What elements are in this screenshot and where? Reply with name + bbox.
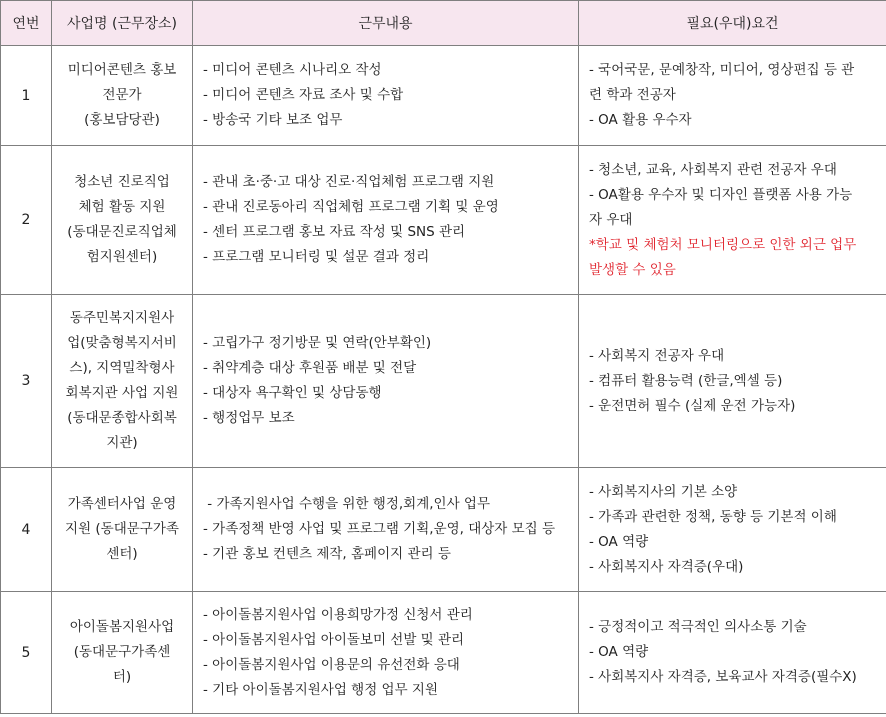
cell-duties <box>193 592 579 714</box>
table-row <box>1 468 886 592</box>
requirements-line: 자 우대 <box>589 211 633 228</box>
cell-no: 3 <box>1 295 52 468</box>
duties-line: - 행정업무 보조 <box>203 410 295 426</box>
cell-duties <box>193 146 579 295</box>
cell-project-name <box>52 46 193 146</box>
requirements-line: - 운전면허 필수 (실제 운전 가능자) <box>589 397 796 414</box>
cell-duties <box>193 46 579 146</box>
header-name: 사업명 (근무장소) <box>52 1 193 46</box>
table-row <box>1 146 886 295</box>
name-line: 회복지관 사업 지원 <box>65 385 179 401</box>
duties-line: - 고립가구 정기방문 및 연락(안부확인) <box>203 335 432 351</box>
name-line: 험지원센터) <box>86 249 158 265</box>
cell-no: 1 <box>1 46 52 146</box>
cell-duties <box>193 468 579 592</box>
table-row <box>1 295 886 468</box>
requirements-line: - 청소년, 교육, 사회복지 관련 전공자 우대 <box>589 161 837 178</box>
duties-line: - 미디어 콘텐츠 자료 조사 및 수합 <box>203 87 404 103</box>
requirements-line: - OA활용 우수자 및 디자인 플랫폼 사용 가능 <box>589 186 853 203</box>
duties-line: - 관내 초·중·고 대상 진로·직업체험 프로그램 지원 <box>203 174 495 190</box>
name-line: 전문가 <box>102 87 142 103</box>
cell-project-name <box>52 592 193 714</box>
duties-line: - 아이돌봄지원사업 아이돌보미 선발 및 관리 <box>203 631 465 648</box>
table-row <box>1 592 886 714</box>
name-line: 동주민복지지원사 <box>69 310 175 326</box>
cell-requirements <box>579 146 886 295</box>
requirements-line: - 가족과 관련한 정책, 동향 등 기본적 이해 <box>589 508 837 525</box>
duties-line: - 대상자 욕구확인 및 상담동행 <box>203 385 382 401</box>
requirements-line: - 사회복지사 자격증(우대) <box>589 558 744 575</box>
duties-line: - 센터 프로그램 홍보 자료 작성 및 SNS 관리 <box>203 224 466 240</box>
requirements-line: - 사회복지사 자격증, 보육교사 자격증(필수X) <box>589 669 857 685</box>
duties-line: - 미디어 콘텐츠 시나리오 작성 <box>203 62 382 78</box>
duties-line: - 기관 홍보 컨텐츠 제작, 홈페이지 관리 등 <box>203 546 451 562</box>
duties-line: - 가족정책 반영 사업 및 프로그램 기획,운영, 대상자 모집 등 <box>203 521 556 537</box>
duties-line: - 아이돌봄지원사업 이용문의 유선전화 응대 <box>203 656 460 673</box>
cell-no: 2 <box>1 146 52 295</box>
name-line: (동대문종합사회복 <box>67 410 177 426</box>
requirements-line: - 긍정적이고 적극적인 의사소통 기술 <box>589 619 807 635</box>
cell-requirements <box>579 295 886 468</box>
name-line: 아이돌봄지원사업 <box>69 619 175 635</box>
header-row <box>1 1 886 46</box>
duties-line: - 프로그램 모니터링 및 설문 결과 정리 <box>203 249 430 265</box>
cell-requirements <box>579 46 886 146</box>
cell-project-name <box>52 468 193 592</box>
requirements-line: 련 학과 전공자 <box>589 87 676 103</box>
requirements-line: - OA 역량 <box>589 644 649 660</box>
requirements-line: - OA 활용 우수자 <box>589 112 692 128</box>
header-no: 연번 <box>1 1 52 46</box>
header-duties: 근무내용 <box>193 1 579 46</box>
duties-line: - 기타 아이돌봄지원사업 행정 업무 지원 <box>203 681 438 698</box>
name-line: 터) <box>112 669 132 685</box>
name-line: 지원 (동대문구가족 <box>65 521 179 537</box>
cell-requirements <box>579 468 886 592</box>
requirements-line: - 사회복지사의 기본 소양 <box>589 483 738 500</box>
name-line: 지관) <box>106 435 138 451</box>
header-requirements: 필요(우대)요건 <box>579 1 886 46</box>
cell-requirements <box>579 592 886 714</box>
table-row <box>1 46 886 146</box>
duties-line: - 관내 진로동아리 직업체험 프로그램 기획 및 운영 <box>203 199 499 215</box>
name-line: 가족센터사업 운영 <box>67 496 177 512</box>
duties-line: - 가족지원사업 수행을 위한 행정,회계,인사 업무 <box>203 496 490 512</box>
cell-project-name <box>52 295 193 468</box>
name-line: 업(맞춤형복지서비 <box>67 335 177 351</box>
cell-no: 4 <box>1 468 52 592</box>
cell-project-name <box>52 146 193 295</box>
duties-line: - 취약계층 대상 후원품 배분 및 전달 <box>203 360 417 376</box>
requirements-line: - 사회복지 전공자 우대 <box>589 347 725 364</box>
table-body <box>1 46 886 714</box>
duties-line: - 아이돌봄지원사업 이용희망가정 신청서 관리 <box>203 606 473 623</box>
cell-duties <box>193 295 579 468</box>
cell-no: 5 <box>1 592 52 714</box>
name-line: 센터) <box>106 546 138 562</box>
requirements-line: - OA 역량 <box>589 533 649 550</box>
notice-line: *학교 및 체험처 모니터링으로 인한 외근 업무 <box>589 236 857 253</box>
notice-line: 발생할 수 있음 <box>589 261 676 278</box>
name-line: 체험 활동 지원 <box>78 199 166 215</box>
requirements-line: - 국어국문, 문예창작, 미디어, 영상편집 등 관 <box>589 62 855 78</box>
name-line: (동대문구가족센 <box>73 644 171 660</box>
name-line: (홍보담당관) <box>84 112 160 128</box>
name-line: (동대문진로직업체 <box>67 224 177 240</box>
name-line: 청소년 진로직업 <box>74 174 170 190</box>
name-line: 미디어콘텐츠 홍보 <box>67 62 177 78</box>
name-line: 스), 지역밀착형사 <box>69 360 175 376</box>
duties-line: - 방송국 기타 보조 업무 <box>203 112 343 128</box>
requirements-line: - 컴퓨터 활용능력 (한글,엑셀 등) <box>589 372 783 389</box>
